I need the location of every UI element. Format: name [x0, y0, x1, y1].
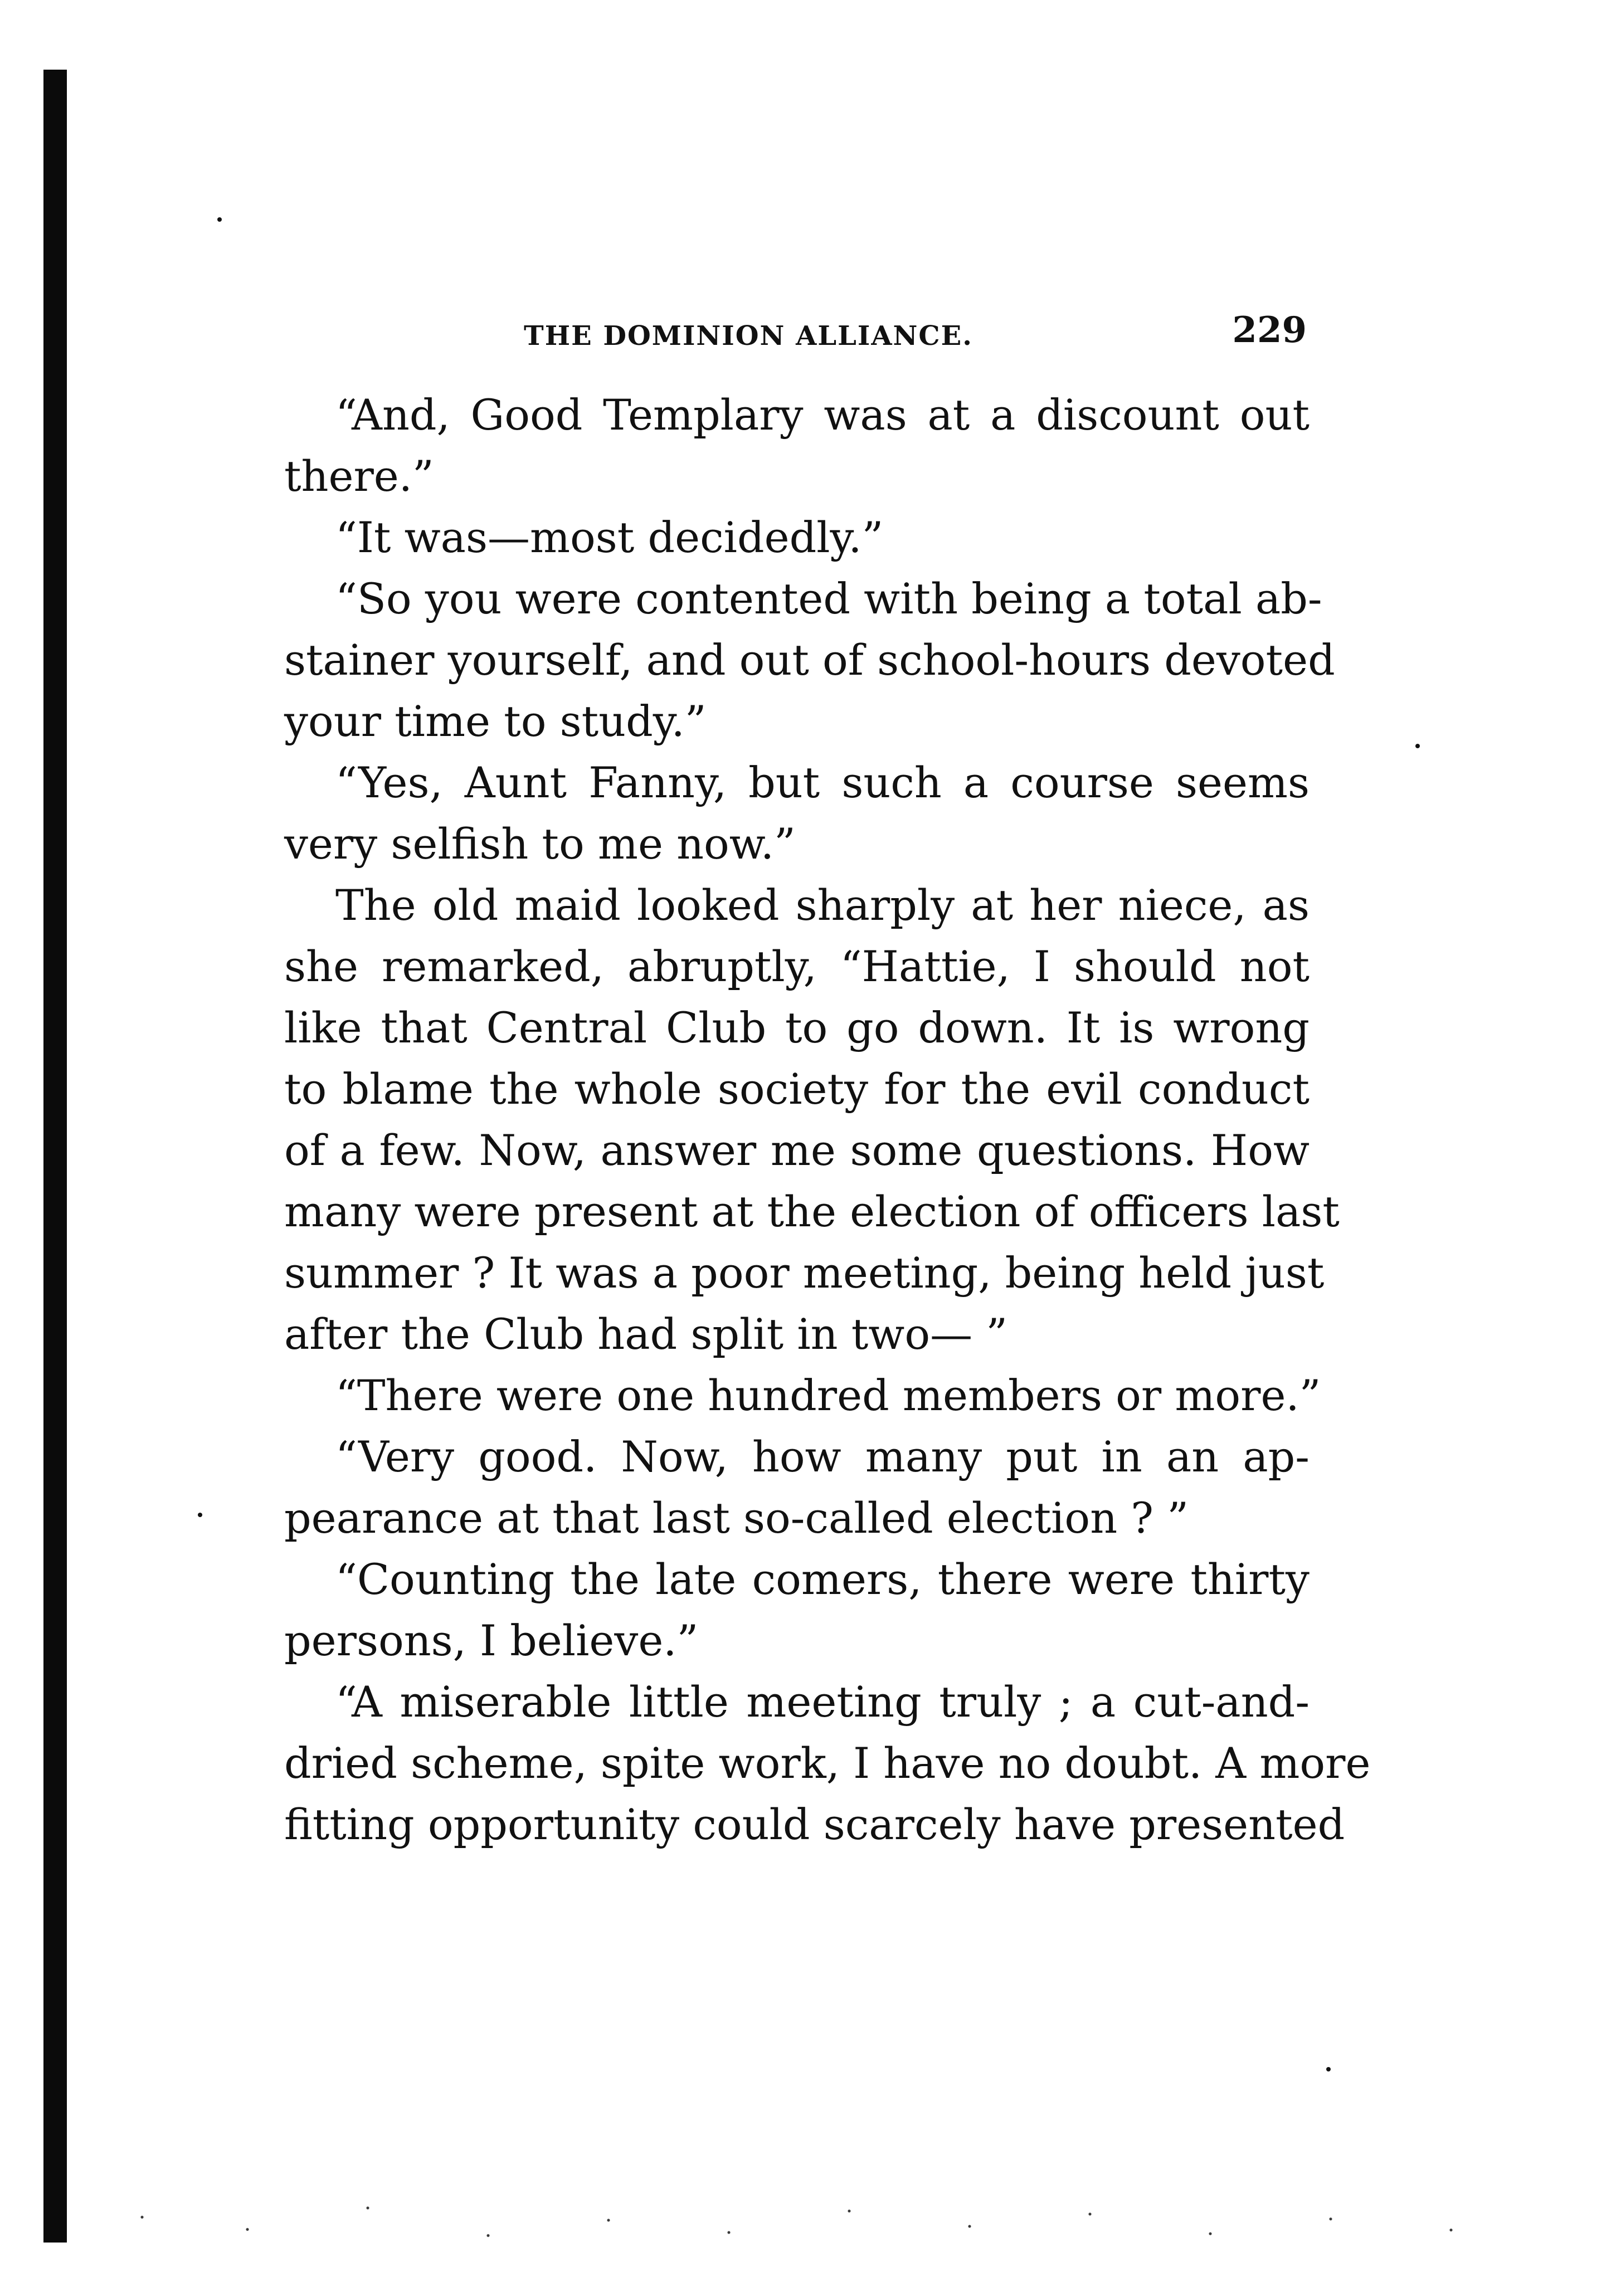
text-line: to blame the whole society for the evil conduct — [284, 1064, 1310, 1114]
running-head: THE DOMINION ALLIANCE. — [524, 320, 973, 352]
text-line: The old maid looked sharply at her niece, as — [335, 880, 1310, 930]
binding-shadow — [43, 70, 67, 2243]
text-line: “Very good. Now, how many put in an ap- — [335, 1432, 1310, 1481]
text-line: of a few. Now, answer me some questions. How — [284, 1125, 1310, 1175]
scan-speck — [1415, 744, 1420, 748]
text-line: “And, Good Templary was at a discount out — [335, 390, 1310, 440]
text-line: very selfish to me now.” — [284, 819, 796, 869]
scan-speck — [217, 217, 222, 222]
text-line: “Yes, Aunt Fanny, but such a course seems — [335, 758, 1310, 807]
text-line: fitting opportunity could scarcely have presented — [284, 1800, 1345, 1849]
text-line: “A miserable little meeting truly ; a cut-and- — [335, 1677, 1310, 1727]
scan-speck — [198, 1513, 202, 1517]
page-header — [284, 309, 1307, 359]
text-line: your time to study.” — [284, 696, 707, 746]
text-line: “So you were contented with being a total ab- — [335, 574, 1322, 623]
text-line: “Counting the late comers, there were thirty — [335, 1554, 1310, 1604]
text-line: “There were one hundred members or more.” — [335, 1371, 1321, 1420]
text-line: many were present at the election of officers last — [284, 1187, 1340, 1236]
text-line: like that Central Club to go down. It is wrong — [284, 1003, 1310, 1052]
text-line: after the Club had split in two— ” — [284, 1309, 1008, 1359]
text-line: stainer yourself, and out of school-hours devoted — [284, 635, 1335, 685]
text-line: summer ? It was a poor meeting, being held just — [284, 1248, 1325, 1298]
scan-speck — [1326, 2067, 1331, 2071]
page-number: 229 — [1232, 309, 1307, 351]
text-line: persons, I believe.” — [284, 1616, 699, 1665]
text-line: she remarked, abruptly, “Hattie, I should not — [284, 942, 1310, 991]
text-line: there.” — [284, 451, 434, 501]
text-line: pearance at that last so-called election ? ” — [284, 1493, 1189, 1543]
scan-noise — [67, 2190, 1571, 2251]
text-line: “It was—most decidedly.” — [335, 513, 884, 562]
text-line: dried scheme, spite work, I have no doubt. A more — [284, 1738, 1371, 1788]
body-text — [284, 384, 1371, 1972]
